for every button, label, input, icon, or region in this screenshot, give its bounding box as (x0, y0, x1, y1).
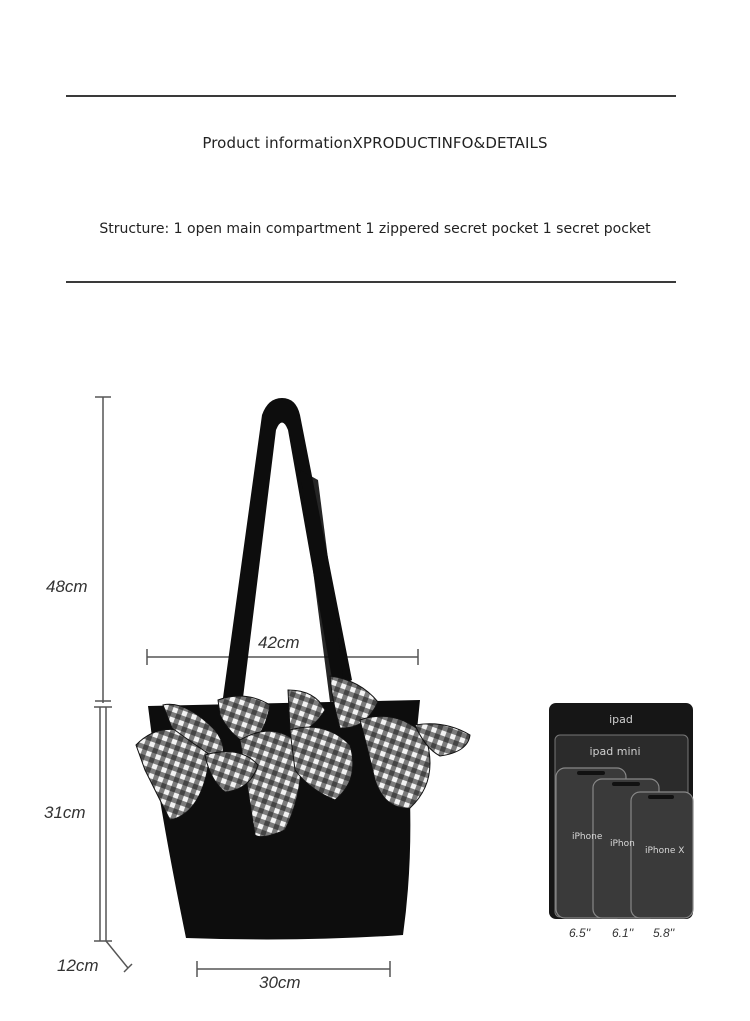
size-58-label: 5.8'' (653, 926, 675, 940)
phone2-label: iPhon (610, 839, 635, 849)
phone1-label: iPhone (572, 832, 603, 842)
ipad-mini-label: ipad mini (589, 745, 641, 758)
size-61-label: 6.1'' (612, 926, 634, 940)
product-info-title: Product informationXPRODUCTINFO&DETAILS (202, 134, 548, 152)
size-65-label: 6.5'' (569, 926, 591, 940)
structure-text: Structure: 1 open main compartment 1 zippered secret pocket 1 secret pocket (99, 221, 651, 237)
phone3-label: iPhone X (645, 846, 685, 856)
depth-label: 12cm (57, 956, 99, 975)
width-top-label: 42cm (258, 633, 300, 652)
ipad-label: ipad (609, 713, 633, 726)
depth-line (106, 941, 128, 968)
width-bottom-label: 30cm (259, 973, 301, 992)
device-comparison (549, 703, 693, 919)
height-total-label: 48cm (46, 577, 88, 596)
height-body-label: 31cm (44, 803, 86, 822)
bag-strap (222, 398, 352, 706)
